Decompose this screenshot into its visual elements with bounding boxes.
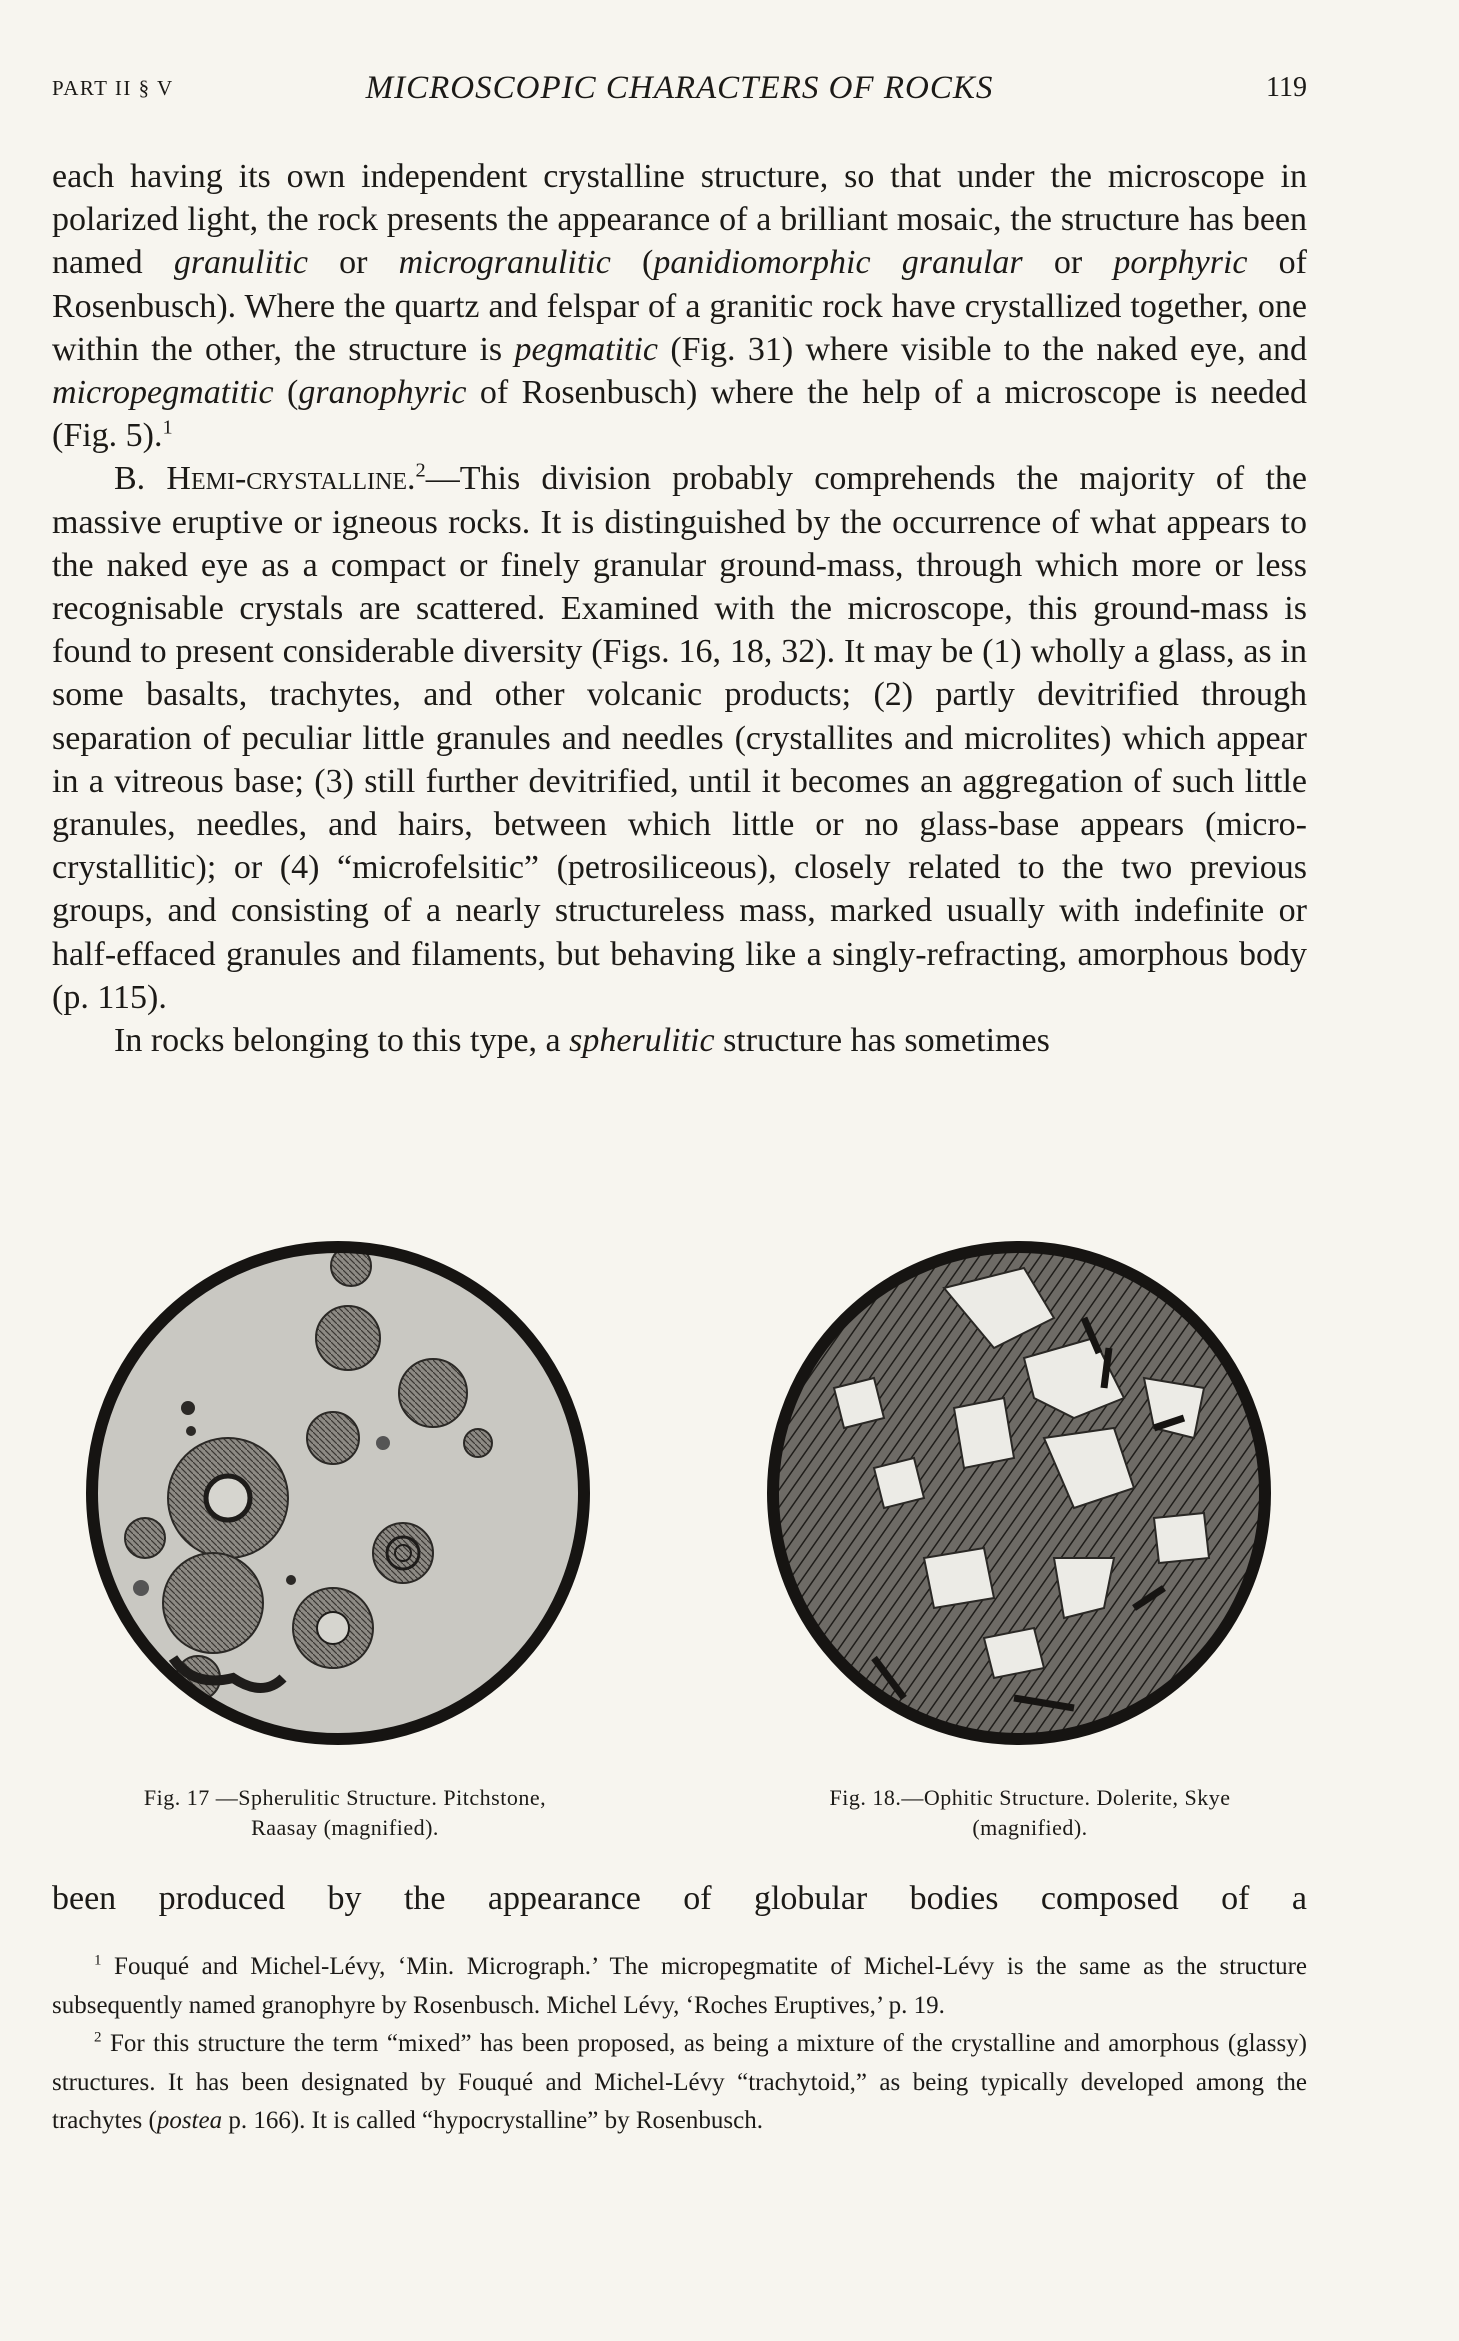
caption-line: Fig. 18.—Ophitic Structure. Dolerite, Skye	[829, 1785, 1231, 1810]
footnote-number: 1	[94, 1952, 102, 1969]
figure-17	[45, 1228, 645, 1858]
italic-term: granophyric	[298, 374, 467, 412]
italic-term: pegmatitic	[514, 330, 659, 368]
footnote-2	[52, 2025, 1307, 2141]
text-run: —This division probably comprehends the majority of the massive eruptive or igneous rocks. It is distinguished by the occurrence of what appears to the naked eye as a compact or finely granular ground-mass, through which more or less recognisable crystals are scattered. Examined with the microscope, this ground-mass is found to present considerable diversity (Figs. 16, 18, 32). It may be (1) wholly a glass, as in some basalts, trachytes, and other volcanic products; (2) partly devitrified through separation of peculiar little granules and needles (crystallites and microlites) which appear in a vitreous base; (3) still further devitrified, until it becomes an aggregation of such little granules, needles, and hairs, between which little or no glass-base appears (micro-crystallitic); or (4) “microfelsitic” (petrosiliceous), closely related to the two previous groups, and consisting of a nearly structureless mass, marked usually with indefinite or half-effaced granules and filaments, but behaving like a singly-refracting, amorphous body (p. 115).	[52, 460, 1307, 1016]
text-run: or	[307, 244, 399, 282]
text-run: (	[273, 374, 299, 412]
text-run: each having its own independent crystalline structure, so that under the microscope in polarized light, the rock presents the appearance of a brilliant mosaic, the structure has been named	[52, 158, 1307, 282]
italic-term: panidiomorphic granular	[653, 244, 1023, 282]
footnote-1	[52, 1948, 1307, 2025]
text-run: of Rosenbusch). Where the quartz and felspar of a granitic rock have crystallized together, one within the other, the structure is	[52, 244, 1307, 368]
italic-term: spherulitic	[569, 1022, 715, 1060]
footnote-text: For this structure the term “mixed” has been proposed, as being a mixture of the crystalline and amorphous (glassy) structures. It has been designated by Fouqué and Michel-Lévy “trachytoid,” as being typically developed among the trachytes (	[52, 2030, 1307, 2134]
header-title: MICROSCOPIC CHARACTERS OF ROCKS	[365, 70, 994, 106]
paragraph-1	[52, 155, 1307, 457]
continuation-line: been produced by the appearance of globular bodies composed of a	[52, 1880, 1307, 1917]
figure-17-caption	[45, 1783, 645, 1843]
text-run: of Rosenbusch) where the help of a microscope is needed (Fig. 5).	[52, 374, 1307, 455]
italic-term: microgranulitic	[398, 244, 611, 282]
section-letter: B.	[114, 460, 167, 498]
text-run: (Fig. 31) where visible to the naked eye, and	[658, 330, 1308, 368]
ophitic-micrograph	[754, 1228, 1284, 1758]
italic-term: granulitic	[173, 244, 308, 282]
italic-term: porphyric	[1113, 244, 1248, 282]
footnote-text: Fouqué and Michel-Lévy, ‘Min. Micrograph.’ The micropegmatite of Michel-Lévy is the same as the structure subsequently named granophyre by Rosenbusch. Michel Lévy, ‘Roches Eruptives,’ p. 19.	[52, 1953, 1307, 2019]
figure-18-caption	[730, 1783, 1330, 1843]
italic-term: micropegmatitic	[52, 374, 274, 412]
paragraph-3	[52, 1019, 1307, 1062]
text-run: or	[1022, 244, 1114, 282]
running-header	[52, 70, 1307, 110]
page-number: 119	[1266, 72, 1307, 103]
italic-term: postea	[156, 2107, 223, 2134]
caption-line: Fig. 17 —Spherulitic Structure. Pitchstone,	[143, 1785, 547, 1810]
text-run: (	[610, 244, 654, 282]
footnote-text: p. 166). It is called “hypocrystalline” by Rosenbusch.	[222, 2107, 763, 2134]
footnote-ref-2: 2	[415, 460, 426, 483]
main-text	[52, 155, 1307, 1062]
figure-18	[730, 1228, 1330, 1858]
footnote-number: 2	[94, 2029, 102, 2046]
footnote-ref-1: 1	[162, 416, 173, 439]
header-part: PART II § V	[52, 76, 174, 100]
caption-line: Raasay (magnified).	[251, 1815, 439, 1840]
paragraph-2	[52, 457, 1307, 1019]
caption-line: (magnified).	[972, 1815, 1088, 1840]
text-run: In rocks belonging to this type, a	[114, 1022, 570, 1060]
text-run: structure has sometimes	[714, 1022, 1050, 1060]
spherulitic-micrograph	[73, 1228, 603, 1758]
footnotes	[52, 1948, 1307, 2141]
section-heading: Hemi-crystalline.	[166, 460, 416, 498]
